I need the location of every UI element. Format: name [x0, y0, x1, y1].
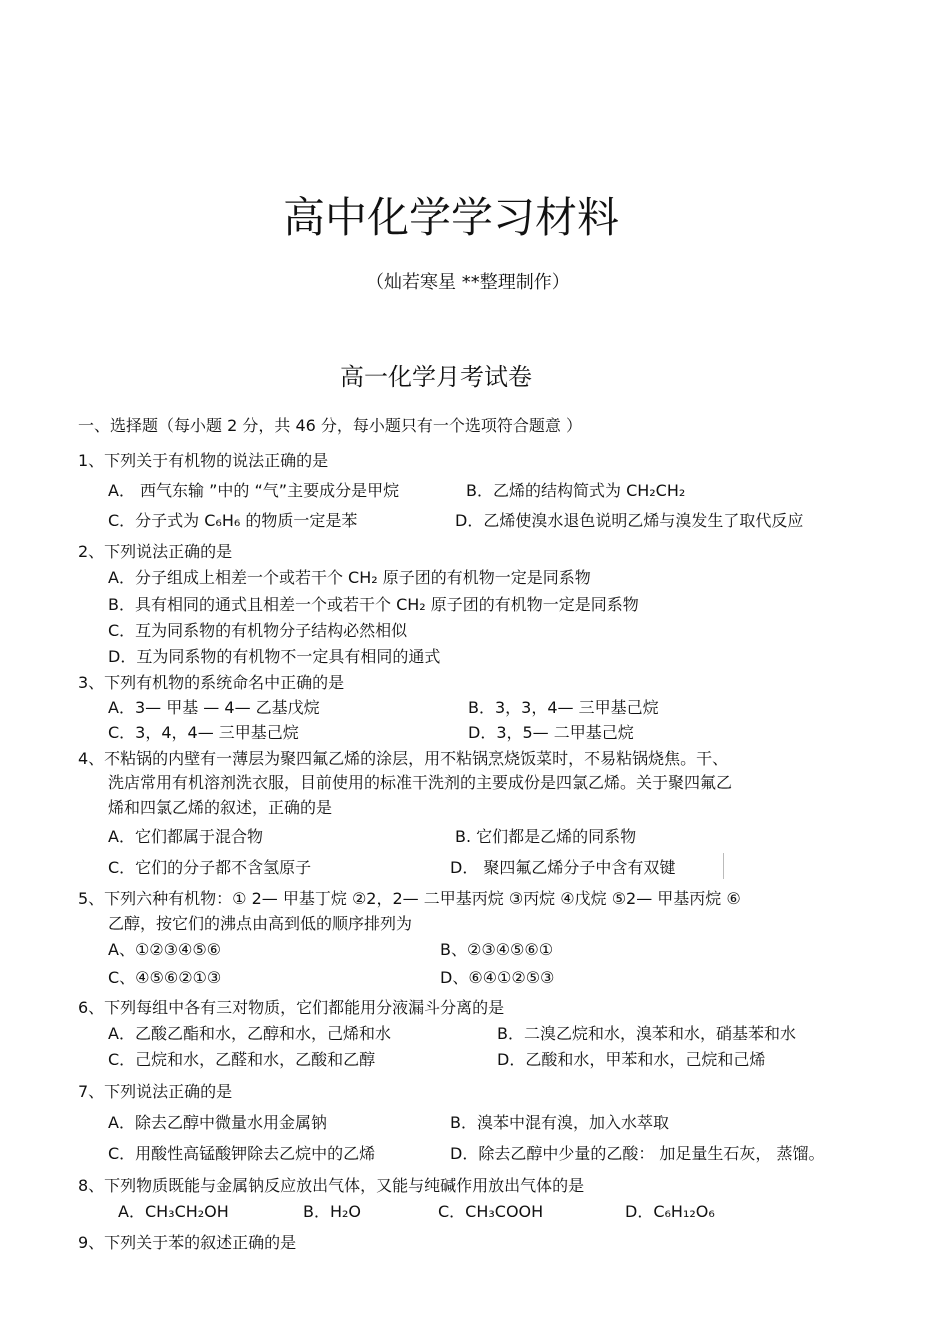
- question-5-option-c: C、④⑤⑥②①③: [108, 968, 222, 987]
- question-2-option-c: C．互为同系物的有机物分子结构必然相似: [108, 621, 408, 640]
- question-7-option-c: C．用酸性高锰酸钾除去乙烷中的乙烯: [108, 1144, 376, 1163]
- question-2-option-a: A．分子组成上相差一个或若干个 CH₂ 原子团的有机物一定是同系物: [108, 568, 591, 587]
- question-4-stem-line-2: 洗店常用有机溶剂洗衣服，目前使用的标准干洗剂的主要成份是四氯乙烯。关于聚四氟乙: [108, 773, 733, 792]
- question-4-stem-line-3: 烯和四氯乙烯的叙述，正确的是: [108, 798, 333, 817]
- question-2-option-b: B．具有相同的通式且相差一个或若干个 CH₂ 原子团的有机物一定是同系物: [108, 595, 639, 614]
- question-4-option-b: B. 它们都是乙烯的同系物: [455, 827, 637, 846]
- question-6-option-b: B．二溴乙烷和水，溴苯和水，硝基苯和水: [497, 1024, 796, 1043]
- question-1-option-d: D．乙烯使溴水退色说明乙烯与溴发生了取代反应: [455, 511, 804, 530]
- question-8-option-b: B．H₂O: [303, 1202, 362, 1221]
- section-heading: 一、选择题（每小题 2 分，共 46 分，每小题只有一个选项符合题意 ）: [78, 416, 582, 435]
- question-1-option-a: A． 西气东输 ”中的 “气”主要成分是甲烷: [108, 481, 400, 500]
- question-3-option-c: C．3，4，4— 三甲基己烷: [108, 723, 299, 742]
- question-2-option-d: D．互为同系物的有机物不一定具有相同的通式: [108, 647, 441, 666]
- question-3-option-a: A．3— 甲基 — 4— 乙基戊烷: [108, 698, 320, 717]
- question-4-option-d: D． 聚四氟乙烯分子中含有双键: [450, 858, 676, 877]
- question-7-option-b: B．溴苯中混有溴，加入水萃取: [450, 1113, 669, 1132]
- question-8-stem: 8、下列物质既能与金属钠反应放出气体，又能与纯碱作用放出气体的是: [78, 1176, 585, 1195]
- question-5-option-d: D、⑥④①②⑤③: [440, 968, 555, 987]
- question-6-option-a: A．乙酸乙酯和水，乙醇和水，己烯和水: [108, 1024, 391, 1043]
- question-5-option-a: A、①②③④⑤⑥: [108, 940, 222, 959]
- question-6-option-c: C．己烷和水，乙醛和水，乙酸和乙醇: [108, 1050, 376, 1069]
- page-title: 高中化学学习材料: [283, 193, 620, 242]
- question-6-stem: 6、下列每组中各有三对物质，它们都能用分液漏斗分离的是: [78, 998, 505, 1017]
- exam-title: 高一化学月考试卷: [340, 363, 532, 391]
- question-8-option-d: D．C₆H₁₂O₆: [625, 1202, 715, 1221]
- question-4-option-a: A．它们都属于混合物: [108, 827, 263, 846]
- question-7-option-d: D．除去乙醇中少量的乙酸： 加足量生石灰， 蒸馏。: [450, 1144, 825, 1163]
- question-7-stem: 7、下列说法正确的是: [78, 1082, 233, 1101]
- question-2-stem: 2、下列说法正确的是: [78, 542, 233, 561]
- text-cursor-mark: [723, 853, 724, 879]
- question-1-stem: 1、下列关于有机物的说法正确的是: [78, 451, 329, 470]
- question-3-stem: 3、下列有机物的系统命名中正确的是: [78, 673, 345, 692]
- question-9-stem: 9、下列关于苯的叙述正确的是: [78, 1233, 297, 1252]
- question-7-option-a: A．除去乙醇中微量水用金属钠: [108, 1113, 327, 1132]
- question-6-option-d: D．乙酸和水，甲苯和水，己烷和己烯: [497, 1050, 766, 1069]
- question-1-option-c: C．分子式为 C₆H₆ 的物质一定是苯: [108, 511, 358, 530]
- question-3-option-b: B．3，3，4— 三甲基己烷: [468, 698, 659, 717]
- question-4-stem-line-1: 4、不粘锅的内壁有一薄层为聚四氟乙烯的涂层，用不粘锅烹烧饭菜时，不易粘锅烧焦。干、: [78, 749, 729, 768]
- question-4-option-c: C．它们的分子都不含氢原子: [108, 858, 312, 877]
- question-3-option-d: D．3，5— 二甲基己烷: [468, 723, 634, 742]
- question-1-option-b: B．乙烯的结构简式为 CH₂CH₂: [466, 481, 686, 500]
- question-5-option-b: B、②③④⑤⑥①: [440, 940, 554, 959]
- question-5-stem-line-1: 5、下列六种有机物：① 2— 甲基丁烷 ②2，2— 二甲基丙烷 ③丙烷 ④戊烷 ⑤2— 甲基丙烷 ⑥: [78, 889, 741, 908]
- question-8-option-a: A．CH₃CH₂OH: [118, 1202, 229, 1221]
- page-subtitle: （灿若寒星 **整理制作）: [366, 272, 570, 293]
- question-5-stem-line-2: 乙醇，按它们的沸点由高到低的顺序排列为: [108, 914, 413, 933]
- question-8-option-c: C．CH₃COOH: [438, 1202, 544, 1221]
